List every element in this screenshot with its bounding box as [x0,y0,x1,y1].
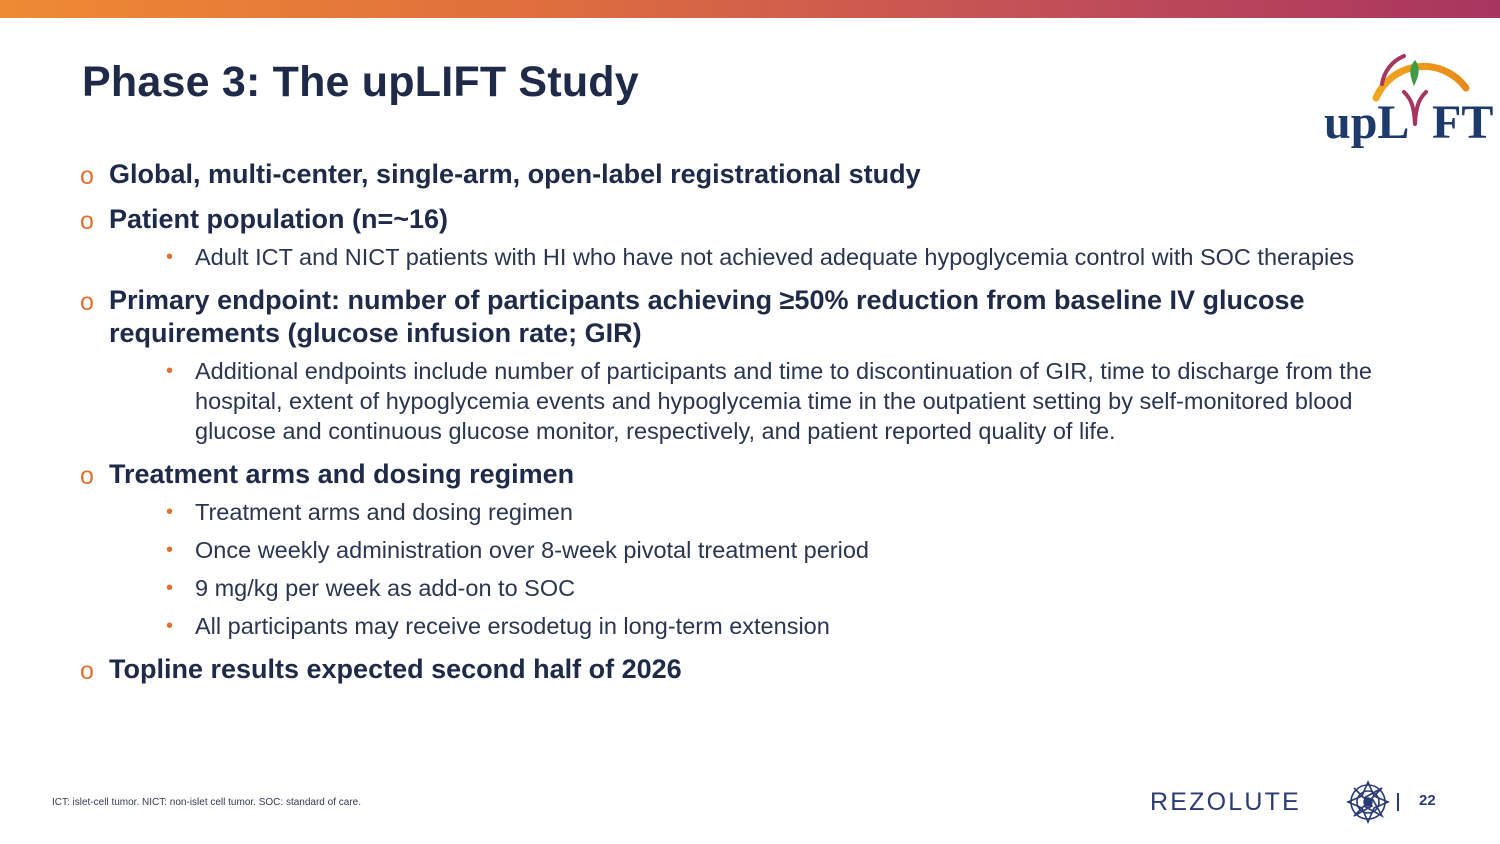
sub-bullet-text: Once weekly administration over 8-week pivotal treatment period [195,537,869,563]
footnote: ICT: islet-cell tumor. NICT: non-islet cell tumor. SOC: standard of care. [52,797,361,808]
svg-text:upL: upL [1324,96,1410,149]
main-bullet-item [80,158,1420,191]
sub-bullet-item [109,535,1420,565]
rezolute-logo [1148,778,1398,826]
dot-bullet-icon: • [166,360,174,382]
main-bullet-item [80,284,1420,446]
sub-bullet-item [109,611,1420,641]
sub-bullet-text: Additional endpoints include number of participants and time to discontinuation of GIR, time to discharge from the hospital, extent of hypoglycemia events and hypoglycemia time in the outpatient setting by self-monitored blood glucose and continuous glucose monitor, respectively, and patient reported quality of life. [195,358,1372,444]
main-bullet-text: Primary endpoint: number of participants achieving ≥50% reduction from baseline IV glucose requirements (glucose infusion rate; GIR) [109,285,1305,348]
dot-bullet-icon: • [166,246,174,268]
uplift-logo [1318,20,1494,150]
dot-bullet-icon: • [166,577,174,599]
sub-bullet-list [109,497,1420,641]
sub-bullet-item [109,573,1420,603]
main-bullet-item [80,653,1420,686]
main-bullet-text: Treatment arms and dosing regimen [109,459,575,489]
circle-bullet-icon: o [80,288,94,316]
circle-bullet-icon: o [80,657,94,685]
page-number: 22 [1419,792,1436,809]
main-bullet-item [80,203,1420,272]
footer-divider [1397,793,1399,811]
circle-bullet-icon: o [80,462,94,490]
sub-bullet-text: All participants may receive ersodetug in long-term extension [195,613,830,639]
sub-bullet-text: Adult ICT and NICT patients with HI who have not achieved adequate hypoglycemia control with SOC therapies [195,244,1355,270]
sub-bullet-item [109,497,1420,527]
sub-bullet-item [109,356,1420,446]
sub-bullet-list [109,242,1420,272]
main-bullet-text: Global, multi-center, single-arm, open-label registrational study [109,159,921,189]
dot-bullet-icon: • [166,501,174,523]
circle-bullet-icon: o [80,207,94,235]
brand-name: REZOLUTE [1150,788,1301,816]
main-bullet-item [80,458,1420,641]
dot-bullet-icon: • [166,615,174,637]
top-accent-bar [0,0,1500,18]
slide-title: Phase 3: The upLIFT Study [82,58,639,106]
dot-bullet-icon: • [166,539,174,561]
main-bullet-text: Topline results expected second half of 2026 [109,654,682,684]
sub-bullet-item [109,242,1420,272]
svg-text:FT: FT [1432,96,1494,149]
rezolute-mark-icon [1344,780,1392,824]
circle-bullet-icon: o [80,162,94,190]
sub-bullet-text: 9 mg/kg per week as add-on to SOC [195,575,576,601]
sub-bullet-list [109,356,1420,446]
bullet-content [80,158,1420,698]
main-bullet-text: Patient population (n=~16) [109,204,449,234]
sub-bullet-text: Treatment arms and dosing regimen [195,499,573,525]
